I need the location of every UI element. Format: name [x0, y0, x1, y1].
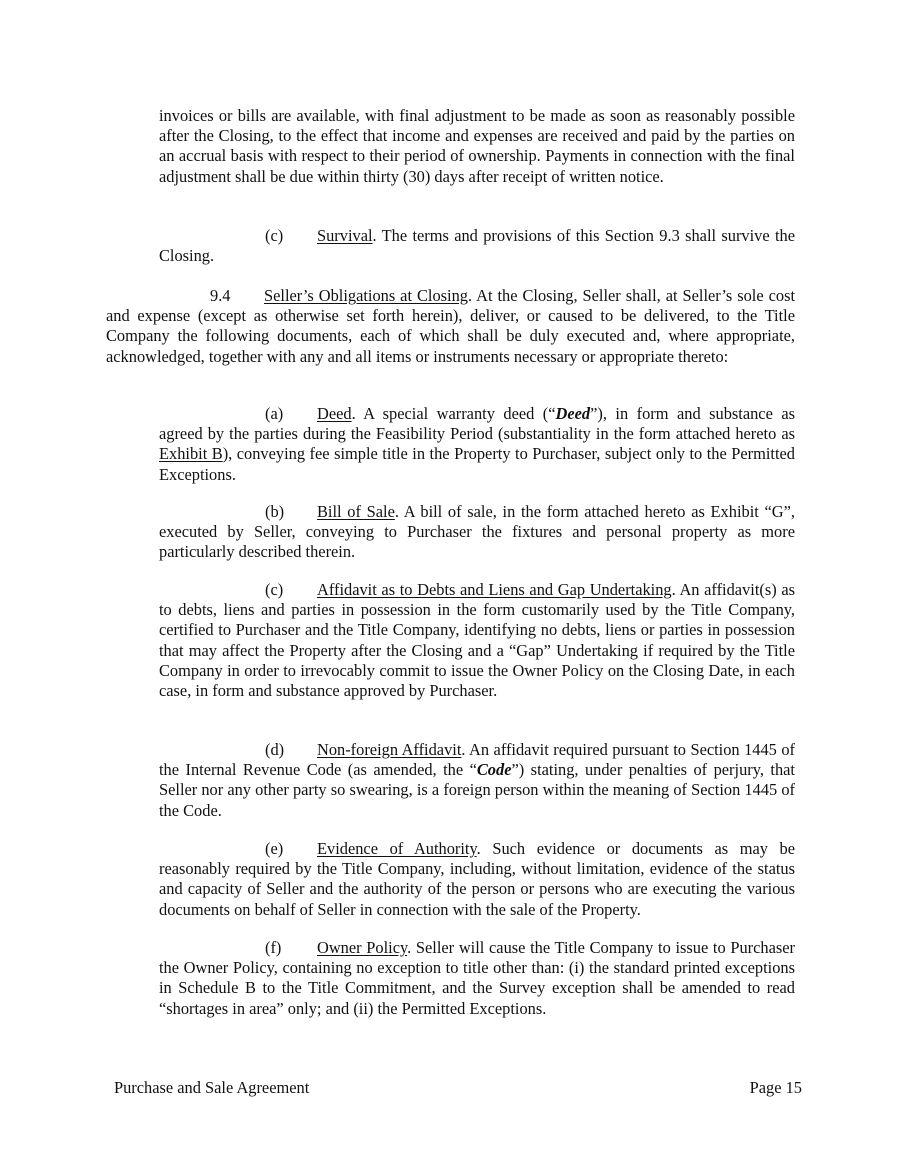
- clause-number: (c): [265, 226, 284, 245]
- paragraph-d-non-foreign: (d) Non-foreign Affidavit. An affidavit required pursuant to Section 1445 of the Internal Revenue Code (as amended, the “Code”) stating, under penalties of perjury, that Seller nor any other party so swearing, is a foreign person within the meaning of Section 1445 of the Code.: [159, 740, 795, 820]
- clause-text: . Such evidence or documents as may be reasonably required by the Title Company, including, without limitation, evidence of the status and capacity of Seller and the authority of the person or persons who are executing the various documents on behalf of Seller in connection with the sale of the Property.: [159, 839, 796, 919]
- clause-number: (d): [265, 740, 285, 759]
- paragraph-text: invoices or bills are available, with final adjustment to be made as soon as reasonably possible after the Closing, to the effect that income and expenses are received and paid by the parties on an accrual basis with respect to their period of ownership. Payments in connection with the final adjustment shall be due within thirty (30) days after receipt of written notice.: [159, 106, 795, 186]
- footer-page-number: Page 15: [749, 1078, 802, 1097]
- paragraph-continuation: [159, 106, 795, 187]
- paragraph-c-affidavit: [159, 580, 795, 701]
- clause-heading: Bill of Sale: [317, 502, 395, 521]
- footer-document-title: Purchase and Sale Agreement: [114, 1078, 310, 1097]
- clause-text: . An affidavit(s) as to debts, liens and parties in possession in the form customarily used by the Title Company, certified to Purchaser and the Title Company, identifying no debts, liens or parties in possession that may affect the Property after the Closing and a “Gap” Undertaking if required by the Title Company in order to irrevocably commit to issue the Owner Policy on the Closing Date, in each case, in form and substance approved by Purchaser.: [159, 580, 795, 701]
- paragraph-c-survival: [159, 226, 795, 266]
- clause-heading: Deed: [317, 404, 352, 423]
- defined-term: Code: [476, 760, 512, 780]
- paragraph-9-4: [106, 286, 795, 367]
- clause-heading: Affidavit as to Debts and Liens and Gap Undertaking: [317, 580, 672, 599]
- paragraph-a-deed: (a) Deed. A special warranty deed (“Deed”), in form and substance as agreed by the parties during the Feasibility Period (substantiality in the form attached hereto as Exhibit B), conveying fee simple title in the Property to Purchaser, subject only to the Permitted Exceptions.: [159, 404, 795, 484]
- exhibit-reference: Exhibit B: [159, 444, 223, 464]
- clause-text: . The terms and provisions of this Section 9.3 shall survive the Closing.: [159, 226, 795, 266]
- clause-text: . Seller will cause the Title Company to issue to Purchaser the Owner Policy, containing no exception to title other than: (i) the standard printed exceptions in Schedule B to the Title Commitment, and the Survey exception shall be amended to read “shortages in area” only; and (ii) the Permitted Exceptions.: [159, 938, 795, 1018]
- clause-heading: Evidence of Authority: [317, 839, 477, 858]
- defined-term: Deed: [555, 404, 591, 423]
- clause-number: (b): [265, 502, 285, 521]
- paragraph-e-authority: [159, 839, 795, 920]
- section-heading: Seller’s Obligations at Closing: [264, 286, 468, 305]
- section-number: 9.4: [210, 286, 231, 305]
- section-text: . At the Closing, Seller shall, at Seller’s sole cost and expense (except as otherwise set forth herein), deliver, or caused to be delivered, to the Title Company the following documents, each of which shall be duly executed and, where appropriate, acknowledged, together with any and all items or instruments necessary or appropriate thereto:: [106, 286, 795, 366]
- clause-number: (e): [265, 839, 284, 858]
- clause-number: (c): [265, 580, 284, 599]
- clause-number: (f): [265, 938, 282, 957]
- paragraph-b-bill-of-sale: [159, 502, 795, 563]
- clause-heading: Non-foreign Affidavit: [317, 740, 462, 759]
- paragraph-f-owner-policy: [159, 938, 795, 1019]
- clause-heading: Survival: [317, 226, 373, 245]
- clause-number: (a): [265, 404, 284, 423]
- clause-heading: Owner Policy: [317, 938, 408, 957]
- clause-text: . A bill of sale, in the form attached hereto as Exhibit “G”, executed by Seller, conveying to Purchaser the fixtures and personal property as more particularly described therein.: [159, 502, 795, 562]
